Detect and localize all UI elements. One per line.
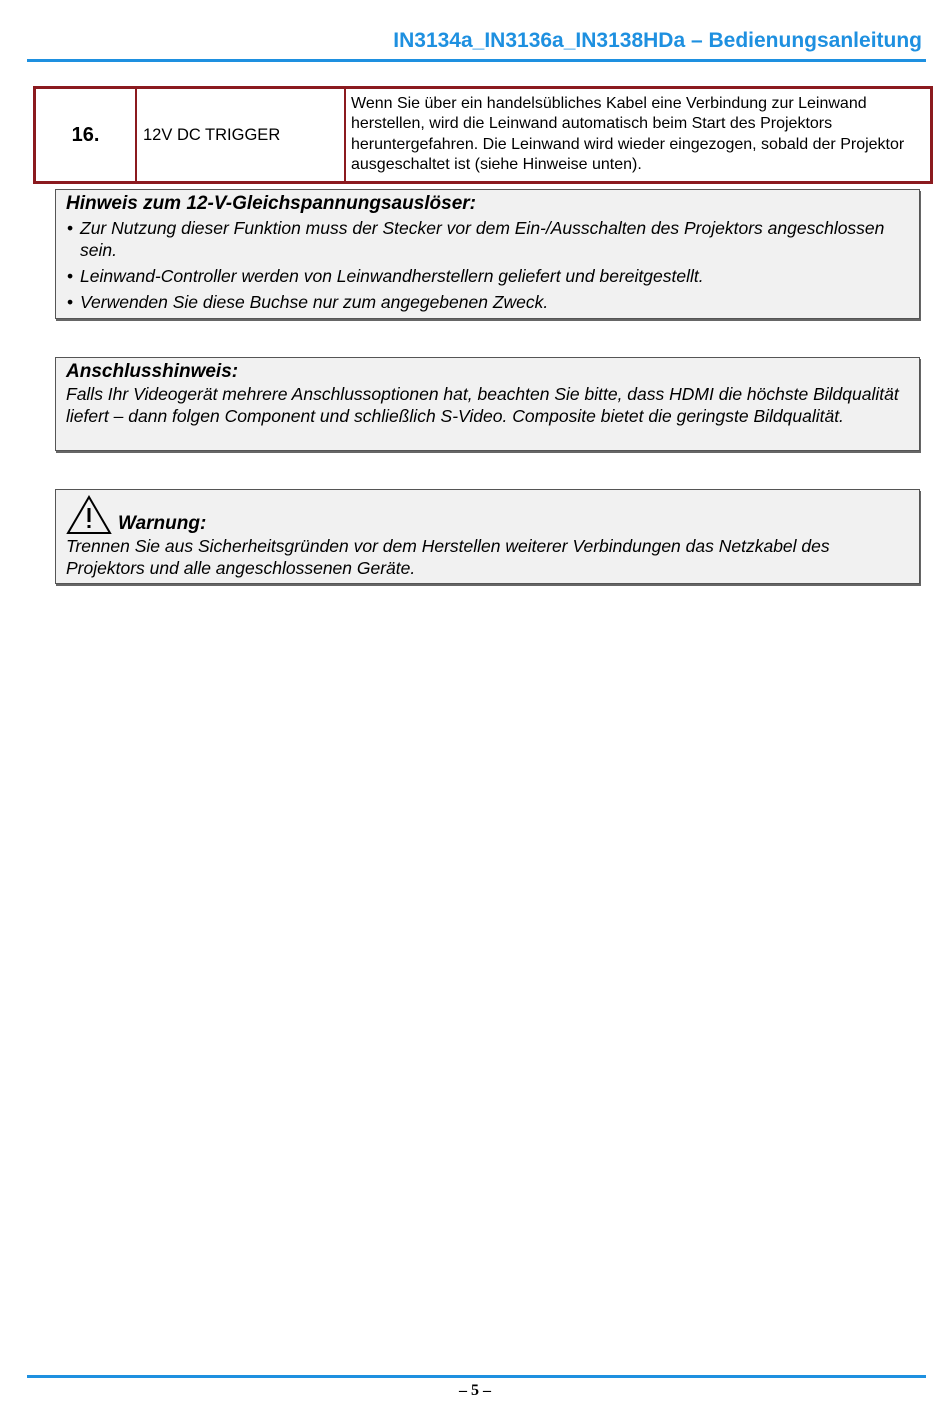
warning-triangle-icon: [66, 495, 112, 535]
bullet-icon: •: [67, 292, 74, 312]
trigger-note-title: Hinweis zum 12-V-Gleichspannungsauslöser:: [66, 193, 477, 214]
trigger-note-box: [55, 189, 920, 319]
connection-note-box: [55, 357, 920, 451]
header-divider: [27, 59, 926, 62]
connector-name: 12V DC TRIGGER: [136, 88, 345, 183]
list-item: • Verwenden Sie diese Buchse nur zum angegebenen Zweck.: [67, 292, 549, 312]
warning-box: [55, 489, 920, 584]
page-number: – 5 –: [459, 1382, 491, 1399]
warning-title: Warnung:: [118, 513, 207, 534]
connector-description: Wenn Sie über ein handelsübliches Kabel eine Verbindung zur Leinwand herstellen, wird die Leinwand automatisch beim Start des Projektors heruntergefahren. Die Leinwand wird wieder eingezogen, sobald der Projektor ausgeschaltet ist (siehe Hinweise unten).: [345, 88, 932, 183]
warning-header: [66, 493, 911, 535]
list-item: • Zur Nutzung dieser Funktion muss der Stecker vor dem Ein-/Ausschalten des Projektors angeschlossen sein.: [67, 218, 885, 260]
connection-note-title: Anschlusshinweis:: [66, 361, 239, 382]
connection-note-text: Falls Ihr Videogerät mehrere Anschlussoptionen hat, beachten Sie bitte, dass HDMI die höchste Bildqualität liefert – dann folgen Component und schließlich S-Video. Composite bietet die geringste Bildqualität.: [66, 384, 899, 426]
bullet-icon: •: [67, 266, 74, 286]
trigger-note-list: [66, 217, 911, 313]
warning-text: Trennen Sie aus Sicherheitsgründen vor dem Herstellen weiterer Verbindungen das Netzkabel des Projektors und alle angeschlossenen Geräte.: [66, 536, 830, 578]
footer-divider: [27, 1375, 926, 1378]
row-number: 16.: [35, 88, 137, 183]
list-item: • Leinwand-Controller werden von Leinwandherstellern geliefert und bereitgestellt.: [67, 266, 704, 286]
connector-table: [33, 86, 933, 184]
bullet-icon: •: [67, 218, 74, 238]
table-row: [35, 88, 932, 183]
document-title: IN3134a_IN3136a_IN3138HDa – Bedienungsanleitung: [393, 29, 922, 52]
